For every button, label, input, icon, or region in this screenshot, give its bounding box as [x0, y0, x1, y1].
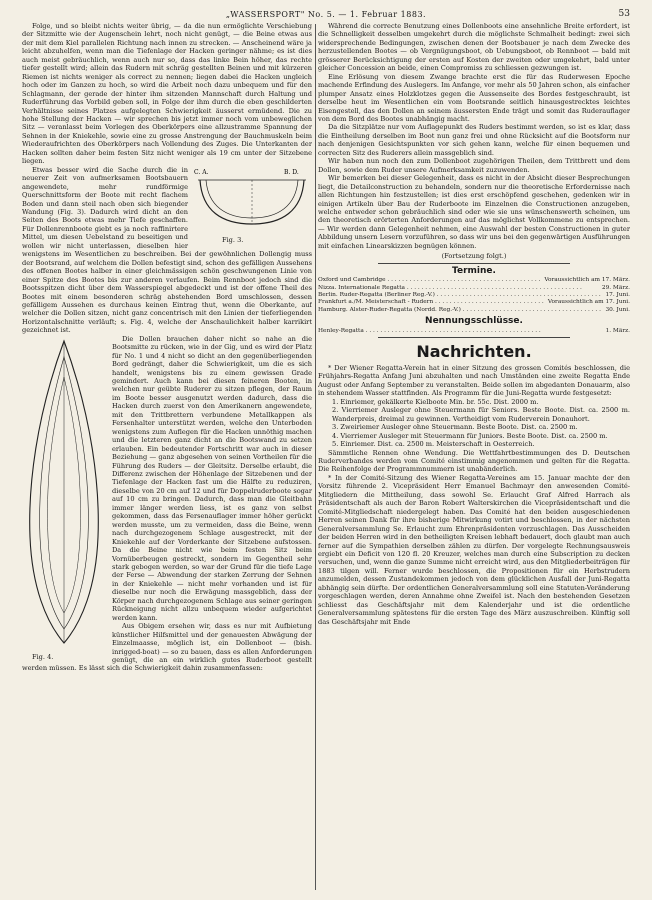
page-header [22, 6, 630, 22]
article-paragraph: Wir haben nun noch den zum Dollenboot zugehörigen Theilen, dem Trittbrett und dem Dollen, sowie dem Ruder unsere Aufmerksamkeit zuzuwenden. [318, 157, 630, 174]
termine-event: Frankfurt a./M. Meisterschaft - Rudern . . . [318, 299, 546, 306]
program-item: 3. Zweiriemer Ausleger ohne Steuermann. Beste Boote. Dist. ca. 2500 m. [332, 423, 578, 432]
continuation-note: (Fortsetzung folgt.) [441, 252, 507, 261]
nennung-date: 1. März. [605, 327, 630, 334]
boat-cross-section-illustration [192, 166, 312, 236]
right-column [318, 22, 630, 888]
program-item: 2. Vierriemer Ausleger ohne Steuermann für Seniors. Beste Boote. Dist. ca. 2500 m. Wanderpreis, dreimal zu gewinnen. Vertheidigt vom Ruderverein Donauhort. [332, 406, 630, 423]
nennung-event: Henley-Regatta . . . [318, 328, 604, 335]
nennung-row [318, 328, 630, 335]
fig4-caption: Fig. 4. [32, 653, 54, 662]
article-paragraph: Die Dollen brauchen daher nicht so nahe an die Bootsmitte zu rücken, wie in der Gig, und es wird der Platz für No. 1 und 4 nicht so dicht an den gegenüberliegenden Bord gedrängt, daher die Schwierigkeit, um die es sich handelt, wenigstens bis zu einem gewissen Grade gemindert. Auch kann bei diesen feineren Booten, in welchen nur geübte Ruderer zu sitzen pflegen, der Raum im Boote besser ausgenutzt werden dadurch, dass die Hacken durch zuerst von den Amerikanern angewendete, mit den Trittbrettern verbundene Metallkappen als Fersenhalter unterstützt werden, welche den Unterboden wenigstens zum Auflegen für die Hacken unnöthig machen und die letzteren ganz dicht an die Bootswand zu setzen erlauben. Ein bedeutender Fortschritt war auch in dieser Beziehung — ganz abgesehen von seinen Vortheilen für die Führung des Ruders — der Gleitsitz. Derselbe erlaubt, die Differenz zwischen der Höhenlage der Sitzebenen und der Tiefenlage der Hacken fast um die Hälfte zu reduziren, dieselbe von 20 cm auf 12 und für Doppelruderboote sogar auf 10 cm zu bringen. Dadurch, dass man die Gleitbahn immer länger werden liess, ist es ganz von selbst gekommen, dass das Fersenauflager immer höher gerückt werden musste, um zu vermeiden, dass die Beine, wenn nach durchgezogenem Schlage ausgestreckt, mit der Kniekehle auf der Vorderkante der Sitzebene aufstossen. Da die Beine nicht wie beim festen Sitz beim Vornüberbeugen gestreckt, sondern im Gegentheil sehr stark gebogen werden, so war der Grund für die tiefe Lage der Ferse — Abwendung der starken Zerrung der Sehnen in der Kniekehle — nicht mehr vorhanden und ist für dieselbe nur noch die Erwägung massgeblich, dass der Körper nach durchgezogenem Schlage aus seiner geringen Rückneigung nicht allzu unbequem wieder aufgerichtet werden kann. [112, 334, 312, 622]
termine-date: Voraussichtlich am 17. März. [544, 277, 630, 284]
fig3-caption: Fig. 3. [222, 235, 244, 244]
column-divider [315, 24, 316, 890]
program-item: 5. Einriemer. Dist. ca. 2500 m. Meisterschaft in Oesterreich. [332, 440, 535, 449]
left-column [22, 22, 312, 888]
fig3-label-right: B. D. [284, 168, 299, 176]
article-paragraph: Eine Erlösung von diesem Zwange brachte erst die für das Ruderwesen Epoche machende Erfindung des Auslegers. Im Anfange, vor mehr als 50 Jahren schon, als einfacher plumper Ansatz eines Holzklotzes gegen die Aussenseite des Bordes festgeschraubt, ist derselbe heut im Wesentlichen ein vom Bootsrande seitlich hinausgestrecktes leichtes Eisengestell, das den Dollen an seinem äussersten Ende trägt und somit das Ruderauflager von dem Bord des Bootes unabhängig macht. [318, 72, 630, 123]
section-rule [378, 337, 570, 338]
termine-event: Berlin. Ruder-Regatta (Berliner Reg.-V.) . . . [318, 292, 603, 299]
termine-row [318, 285, 630, 292]
termine-row [318, 307, 630, 314]
termine-date: Voraussichtlich am 17. Juni. [547, 299, 630, 306]
figure-4 [22, 337, 106, 662]
article-paragraph: Da die Sitzplätze nur vom Auflagepunkt des Ruders bestimmt werden, so ist es klar, dass die Eintheilung derselben im Boot nun ganz frei und ohne Rücksicht auf die Bootsform nur nach denjenigen Gesichtspunkten vor sich gehen kann, welche für einen bequemen und correcten Sitz des Ruderers allein massgeblich sind. [318, 123, 630, 157]
nachrichten-heading: Nachrichten. [416, 342, 532, 362]
termine-date: 29. März. [601, 284, 630, 291]
termine-list [318, 277, 630, 314]
news-paragraph: * Der Wiener Regatta-Verein hat in einer Sitzung des grossen Comités beschlossen, die Frühjahrs-Regatta Anfang Juni abzuhalten und nach Umständen eine zweite Regatta Ende August oder Anfang September zu veranstalten. Beide sollen im abgedanten Donauarm, also in stehendem Wasser stattfinden. Als Programm für die Juni-Regatta wurde festgesetzt: [318, 364, 630, 398]
boat-plan-illustration [22, 337, 106, 647]
termine-event: Nizza. Internationale Regatta . . . [318, 285, 600, 292]
program-item: 4. Vierriemer Ausleger mit Steuermann für Juniors. Beste Boote. Dist. ca. 2500 m. [332, 431, 608, 440]
program-item: 1. Einriemer, gekälkerte Kielboote Min. br. 55c. Dist. 2000 m. [332, 397, 539, 406]
page-number: 53 [618, 9, 630, 19]
termine-date: 17. Juni. [605, 291, 630, 298]
nennungsschluesse-list [318, 328, 630, 335]
termine-row [318, 292, 630, 299]
header-title: „WASSERSPORT" No. 5. — 1. Februar 1883. [225, 9, 427, 19]
article-paragraph: Etwas besser wird die Sache durch die in neuerer Zeit von aufmerksamen Bootsbauern angewendete, mehr rundförmige Querschnittsform der Boote mit recht flachem Boden und dann steil nach oben sich biegender Wandung (Fig. 3). Dadurch wird dicht an den Seiten des Boots etwas mehr Tiefe geschaffen. Für Dollenrennboote giebt es ja noch raffinirtere Mittel, um diesen Uebelstand zu beseitigen und wollen wir nicht unterlassen, dieselben hier wenigstens im Wesentlichen zu beschreiben. Bei der gewöhnlichen Dollengig muss der Bootsrand, auf welchem die Dollen befestigt sind, schon des gefälligen Aussehens des offenen Bootes halber in einer gleichmässigen schön geschwungenen Linie von einer Spitze des Bootes bis zur anderen verlaufen. Beim Rennboot jedoch sind die Bootsspitzen dicht über dem Wasserspiegel abgedeckt und ist der offene Theil des Bootes mit einem besonderen schräg abstehenden Bord umschlossen, dessen gefälligem Aussehen es durchaus keinen Eintrag thut, wenn die Oberkante, auf welcher die Dollen sitzen, nicht ganz concentrisch mit den Linien der tieferliegenden Horizontalschnitte verläuft; s. Fig. 4, welche der Anschaulichkeit halber karrikirt gezeichnet ist. [22, 165, 312, 335]
fig3-label-left: C. A. [194, 168, 209, 176]
news-paragraph: Sämmtliche Rennen ohne Wendung. Die Wettfahrtbestimmungen des D. Deutschen Ruderverbandes werden vom Comité einstimmig angenommen und gelten für die Regatta. Die Reihenfolge der Programmnummern ist unabänderlich. [318, 448, 630, 474]
article-paragraph: Aus Obigem ersehen wir, dass es nur mit Aufbietung künstlicher Hilfsmittel und der genauesten Abwägung der Einzelmaasse, möglich ist, ein Dollenboot — (bish. inrigged-boat) — so zu bauen, dass es allen Anforderungen genügt, die an ein wirklich gutes Ruderboot gestellt werden müssen. Es lässt sich die Schwierigkeit dahin zusammenfassen: [22, 622, 312, 673]
article-paragraph: Folge, und so bleibt nichts weiter übrig, — da die nun ermöglichte Verschiebung der Sitzmitte wie der Augenschein lehrt, noch nicht genügt, — die Beine etwas aus der mit dem Kiel parallelen Richtung nach innen zu strecken. — Anscheinend wäre ja leicht abzuhelfen, wenn man die Tiefenlage der Hacken geringer nähme; es ist dies auch meist gebräuchlich, wenn auch nur so, dass das linke Bein höher, das rechte tiefer gestellt wird; allein das Rudern mit schräg gestellten Beinen und mit kürzeren Riemen ist nichts weniger als correct zu nennen; liegen dabei die Hacken ungleich hoch oder im Ganzen zu hoch, so wird die Arbeit noch dazu unbequem und für den Schlagmann, der gerade der hinter ihm sitzenden Mannschaft durch Haltung und Ruderführung das Vorbild geben soll, in Folge der ihm durch die eben geschilderten Verhältnisse seines Platzes aufgelegten Schwierigkeit äusserst ermüdend. Die zu hohe Stellung der Hacken — wir sprechen bis jetzt immer noch vom unbeweglichen Sitz — veranlasst beim Vorlegen des Oberkörpers eine allzustramme Spannung der Sehnen in der Kniekehle, sowie eine zu grosse Anstrengung der Bauchmuskeln beim Wiederaufrichten des Oberkörpers nach Vollendung des Zuges. Die Unterkanten der Hacken sollten daher beim festen Sitz nicht weniger als 19 cm unter der Sitzebene liegen. [22, 22, 312, 166]
termine-row [318, 299, 630, 306]
nennungsschluesse-heading: Nennungsschlüsse. [425, 316, 523, 327]
termine-row [318, 277, 630, 284]
article-paragraph: Während die correcte Benutzung eines Dollenboots eine ansehnliche Breite erfordert, ist die Schnelligkeit desselben umgekehrt durch die möglichste Schmalheit bedingt: zwei sich widersprechende Bedingungen, zwischen denen der Bootsbauer je nach dem Zwecke des herzustellenden Bootes — ob Vergnügungsboot, ob Uebungsboot, ob Rennboot — bald mit grösserer Berücksichtigung der ersten auf Kosten der zweiten oder umgekehrt, bald unter gleicher Concession an beide, einen Compromiss zu schliessen gezwungen ist. [318, 22, 630, 73]
termine-date: 30. Juni. [605, 306, 630, 313]
program-list [318, 398, 630, 449]
figure-3 [192, 166, 312, 246]
article-paragraph: Wir bemerken bei dieser Gelegenheit, dass es nicht in der Absicht dieser Besprechungen liegt, die Detailconstruction zu behandeln, sondern nur die theoretische Erfordernisse nach allen Richtungen hin festzustellen; ist dies erst erschöpfend geschehen, gedenken wir in einigen Artikeln über Bau der Ruderboote im Einzelnen die Constructionen anzugeben, welche entweder schon gebräuchlich sind oder wie sie uns wünschenswerth scheinen, um den theoretisch erörterten Anforderungen auf das möglichst Vollkommene zu entsprechen. — Wir werden dann Gelegenheit nehmen, eine Auswahl der besten Constructionen in guter Abbildung unsern Lesern vorzuführen, so dass wir uns bei den gegenwärtigen Ausführungen mit einfachen Linearskizzen begnügen können. [318, 174, 630, 250]
news-paragraph: * In der Comité-Sitzung des Wiener Regatta-Vereines am 15. Januar machte der den Vorsitz führende 2. Vicepräsident Herr Emanuel Bachmayr den anwesenden Comité-Mitgliedern die Mittheilung, dass sowohl Se. Erlaucht Graf Alfred Harrach als Präsidentschaft als auch der Baron Robert Walterskirchen die Vicepräsidentschaft und die Comité-Mitgliedschaft niedergelegt haben. Das Comité hat den beiden ausgeschiedenen Herren seinen Dank für ihre bisherige Mitwirkung votirt und beschlossen, in der nächsten Generalversammlung Se. Erlaucht zum Ehrenpräsidenten vorzuschlagen. Das Ausscheiden der beiden Herren wird in den betheiligten Kreisen lebhaft bedauert, doch glaubt man auch ferner auf die Sympathien derselben zählen zu dürfen. Der vorgelegte Rechnungsausweis ergiebt ein Deficit von 120 fl. 20 Kreuzer, welches man durch eine Subscription zu decken versuchen, und, wenn die ganze Summe nicht erreicht wird, aus den Mitgliederbeiträgen für 1883 tilgen will. Ferner wurde beschlossen, die Propositionen für ein Herbstrudern anzumelden, dessen Zustandekommen jedoch von dem glücklichen Ausfall der Juni-Regatta abhängig sein dürfte. Der ordentlichen Generalversammlung soll eine Statuten-Veränderung vorgeschlagen werden, deren Annahme ohne Zweifel ist. Nach den bestehenden Gesetzen schliesst das Geschäftsjahr mit dem Kalenderjahr und ist die ordentliche Generalversammlung spätestens für die ersten Tage des März auszuschreiben. Künftig soll das Geschäftsjahr mit Ende [318, 473, 630, 626]
termine-event: Hamburg. Alster-Ruder-Regatta (Nordd. Reg.-V.) . . . [318, 307, 603, 314]
section-rule [378, 263, 570, 264]
termine-event: Oxford und Cambridge . . . [318, 277, 542, 284]
termine-heading: Termine. [452, 265, 496, 276]
